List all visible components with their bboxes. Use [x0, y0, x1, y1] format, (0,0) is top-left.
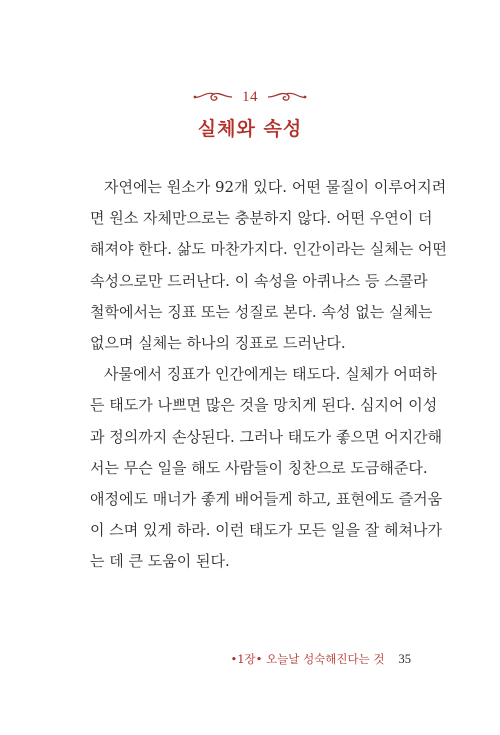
page-footer — [230, 649, 411, 669]
text-line: 이 스며 있게 하라. 이런 태도가 모든 일을 잘 헤쳐나가 — [90, 521, 442, 540]
text-line: 없으며 실체는 하나의 징표로 드러난다. — [90, 333, 346, 352]
text-line: 자연에는 원소가 92개 있다. 어떤 물질이 이루어지려 — [104, 178, 447, 196]
chapter-title: 실체와 속성 — [197, 118, 303, 140]
text-line: 든 태도가 나쁘면 많은 것을 망치게 된다. 심지어 이성 — [90, 396, 438, 415]
chapter-number: 14 — [242, 89, 258, 105]
text-line: 속성으로만 드러난다. 이 속성을 아퀴나스 등 스콜라 — [90, 271, 428, 290]
chapter-mark — [0, 86, 500, 108]
scroll-flourish-icon — [192, 90, 234, 104]
text-line: 해져야 한다. 삶도 마찬가지다. 인간이라는 실체는 어떤 — [90, 240, 447, 259]
text-line: 서는 무슨 일을 해도 사람들이 칭찬으로 도금해준다. — [90, 458, 428, 477]
body-text — [90, 172, 447, 577]
text-line: 면 원소 자체만으로는 충분하지 않다. 어떤 우연이 더 — [90, 209, 433, 228]
text-line: 애정에도 매너가 좋게 배어들게 하고, 표현에도 즐거움 — [90, 489, 443, 508]
text-line: 는 데 큰 도움이 된다. — [90, 552, 230, 571]
text-line: 과 정의까지 손상된다. 그러나 태도가 좋으면 어지간해 — [90, 427, 443, 446]
running-head: •1장• 오늘날 성숙해진다는 것 — [230, 652, 385, 666]
text-line: 철학에서는 징표 또는 성질로 본다. 속성 없는 실체는 — [90, 302, 433, 321]
paragraph — [90, 359, 443, 577]
text-line: 사물에서 징표가 인간에게는 태도다. 실체가 어떠하 — [104, 365, 437, 384]
scroll-flourish-icon — [266, 90, 308, 104]
page-number: 35 — [398, 651, 411, 666]
paragraph — [90, 172, 447, 359]
